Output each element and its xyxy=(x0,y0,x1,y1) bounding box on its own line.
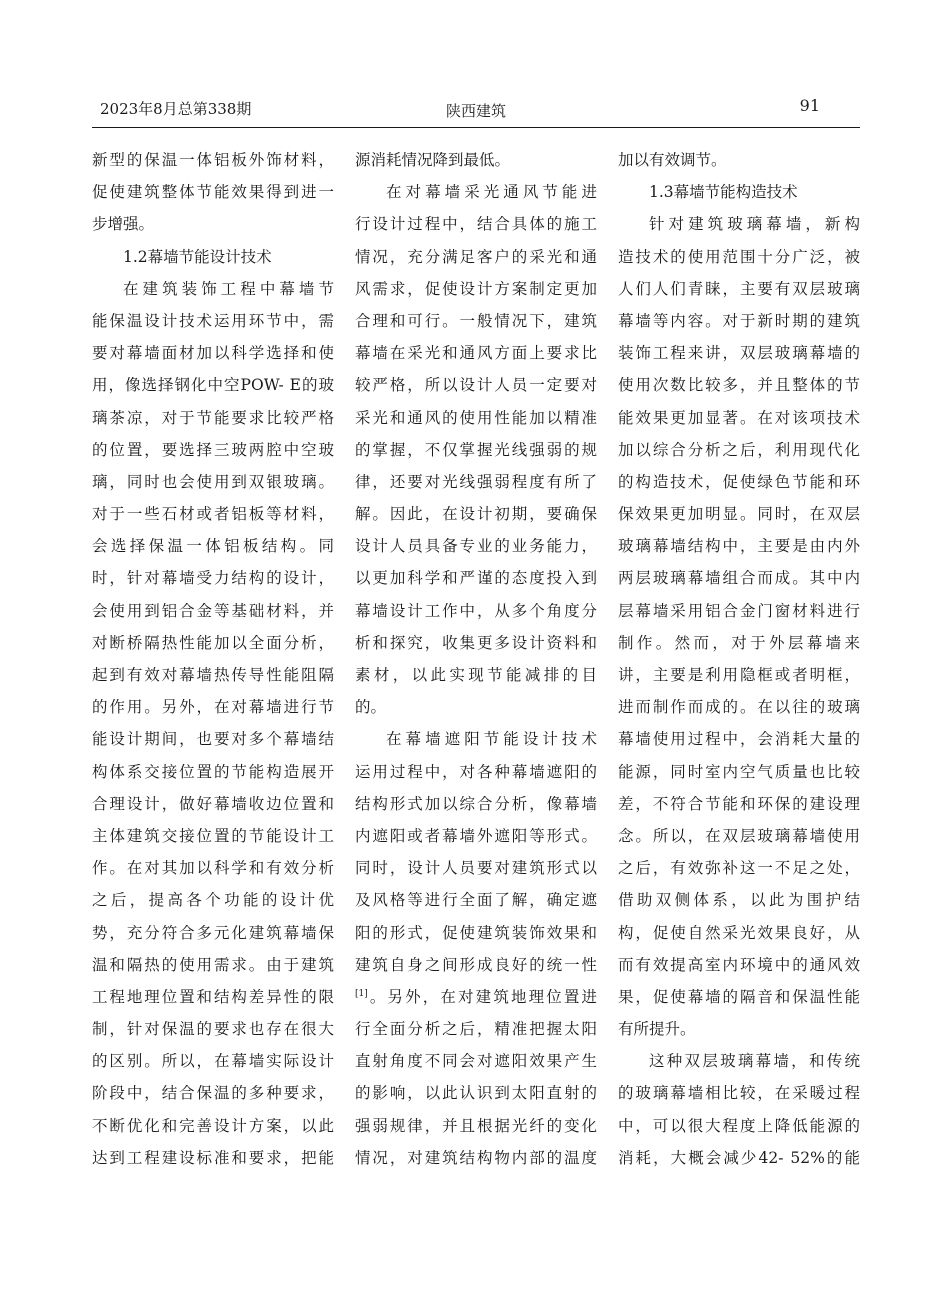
text-line xyxy=(355,402,597,434)
text-line xyxy=(92,208,334,240)
text-line xyxy=(355,1013,597,1045)
text-line xyxy=(355,273,597,305)
journal-title: 陕西建筑 xyxy=(445,102,506,120)
text-line xyxy=(618,402,860,434)
text-line xyxy=(618,917,860,949)
line-text: 构，促使自然采光效果良好，从 xyxy=(618,923,860,942)
text-line xyxy=(92,820,334,852)
citation-ref: [1] xyxy=(355,988,368,999)
text-line xyxy=(92,530,334,562)
header-rule xyxy=(92,127,860,128)
text-line xyxy=(92,369,334,401)
text-line xyxy=(355,241,597,273)
line-text: 新型的保温一体铝板外饰材料， xyxy=(92,151,334,169)
line-text: 情况，对建筑结构物内部的温度 xyxy=(355,1148,597,1167)
line-text: 强弱规律，并且根据光纤的变化 xyxy=(355,1116,597,1135)
line-text: 的区别。所以，在幕墙实际设计 xyxy=(92,1052,334,1071)
text-line xyxy=(618,241,860,273)
line-text: 会使用到铝合金等基础材料，并 xyxy=(92,601,334,620)
line-text: 层幕墙采用铝合金门窗材料进行 xyxy=(618,601,860,620)
text-column-1 xyxy=(92,144,334,1174)
text-line xyxy=(618,723,860,755)
text-line xyxy=(618,530,860,562)
text-line xyxy=(92,434,334,466)
text-line xyxy=(355,852,597,884)
line-text: 保效果更加明显。同时，在双层 xyxy=(618,505,860,524)
line-text: 的构造技术，促使绿色节能和环 xyxy=(618,472,860,491)
text-line xyxy=(355,176,597,208)
line-text: 起到有效对幕墙热传导性能阻隔 xyxy=(92,666,334,684)
text-line xyxy=(355,917,597,949)
line-text: 促使建筑整体节能效果得到进一 xyxy=(92,183,334,202)
line-text: 的掌握，不仅掌握光线强弱的规 xyxy=(355,440,597,459)
line-text: 会选择保温一体铝板结构。同 xyxy=(92,537,334,556)
text-line xyxy=(618,659,860,691)
text-line xyxy=(355,1045,597,1077)
line-text: 律，还要对光线强弱程度有所了 xyxy=(355,472,597,491)
text-line xyxy=(618,369,860,401)
text-line xyxy=(618,273,860,305)
line-text: 之后，提高各个功能的设计优 xyxy=(92,891,334,910)
text-line xyxy=(355,723,597,755)
line-text: 的。 xyxy=(355,698,387,717)
line-text: 讲，主要是利用隐框或者明框， xyxy=(618,666,860,684)
line-text: 念。所以，在双层玻璃幕墙使用 xyxy=(618,826,860,845)
text-line xyxy=(618,305,860,337)
text-line xyxy=(355,498,597,530)
line-text: 势，充分符合多元化建筑幕墙保 xyxy=(92,923,334,942)
line-text: 析和探究，收集更多设计资料和 xyxy=(355,633,597,652)
line-text: 合理设计，做好幕墙收边位置和 xyxy=(92,794,334,813)
text-line xyxy=(92,1045,334,1077)
line-text: 不断优化和完善设计方案，以此 xyxy=(92,1116,334,1135)
text-line xyxy=(355,691,597,723)
text-line xyxy=(92,595,334,627)
text-line xyxy=(92,466,334,498)
line-text: 璃，同时也会使用到双银玻璃。 xyxy=(92,472,334,491)
text-line xyxy=(618,756,860,788)
line-text: 使用次数比较多，并且整体的节 xyxy=(618,376,860,395)
line-text: 借助双侧体系，以此为围护结 xyxy=(618,891,860,910)
line-text: 幕墙等内容。对于新时期的建筑 xyxy=(618,311,860,330)
text-line xyxy=(618,466,860,498)
line-text: 在对幕墙采光通风节能进 xyxy=(386,183,597,202)
line-text: 的玻璃幕墙相比较，在采暖过程 xyxy=(618,1084,860,1103)
line-text: 同时，设计人员要对建筑形式以 xyxy=(355,859,597,878)
text-column-3 xyxy=(618,144,860,1174)
section-heading xyxy=(618,176,860,208)
line-text: 内遮阳或者幕墙外遮阳等形式。 xyxy=(355,826,597,845)
line-text: 建筑自身之间形成良好的统一性 xyxy=(355,955,597,974)
line-text: 要对幕墙面材加以科学选择和使 xyxy=(92,344,334,363)
text-line xyxy=(92,852,334,884)
line-text: 工程地理位置和结构差异性的限 xyxy=(92,987,334,1006)
line-text: 源消耗情况降到最低。 xyxy=(355,151,511,169)
text-line xyxy=(355,466,597,498)
text-line xyxy=(92,723,334,755)
line-text: 1.3幕墙节能构造技术 xyxy=(649,183,798,202)
text-line xyxy=(355,208,597,240)
line-text: 进而制作而成的。在以往的玻璃 xyxy=(618,698,860,717)
text-line xyxy=(618,1045,860,1077)
text-line xyxy=(618,691,860,723)
text-line xyxy=(92,562,334,594)
text-line xyxy=(92,788,334,820)
page-number: 91 xyxy=(799,96,820,115)
line-text: 而有效提高室内环境中的通风效 xyxy=(618,955,860,974)
line-text: 采光和通风的使用性能加以精准 xyxy=(355,408,597,427)
text-line xyxy=(355,627,597,659)
text-line xyxy=(92,305,334,337)
text-line xyxy=(618,144,860,176)
text-line xyxy=(355,1077,597,1109)
text-line xyxy=(355,981,597,1013)
line-text: 在幕墙遮阳节能设计技术 xyxy=(386,730,597,749)
line-text: 果，促使幕墙的隔音和保温性能 xyxy=(618,987,860,1006)
line-text: 这种双层玻璃幕墙，和传统 xyxy=(649,1052,860,1071)
text-line xyxy=(355,144,597,176)
text-line xyxy=(92,884,334,916)
text-line xyxy=(618,788,860,820)
issue-info: 2023年8月总第338期 xyxy=(100,100,252,118)
text-line xyxy=(92,659,334,691)
section-heading xyxy=(92,241,334,273)
text-line xyxy=(355,530,597,562)
text-line xyxy=(618,498,860,530)
line-text: 及风格等进行全面了解，确定遮 xyxy=(355,891,597,910)
text-line xyxy=(355,788,597,820)
text-line xyxy=(92,756,334,788)
line-text: 用，像选择钢化中空POW- E的玻 xyxy=(92,376,334,395)
text-line xyxy=(618,852,860,884)
text-line xyxy=(618,884,860,916)
text-line xyxy=(355,1110,597,1142)
line-text: 运用过程中，对各种幕墙遮阳的 xyxy=(355,762,597,781)
text-line xyxy=(92,1013,334,1045)
text-line xyxy=(355,434,597,466)
line-text: 。另外，在对建筑地理位置进 xyxy=(367,987,597,1006)
text-line xyxy=(92,917,334,949)
line-text: 温和隔热的使用需求。由于建筑 xyxy=(92,955,334,974)
text-line xyxy=(92,273,334,305)
line-text: 合理和可行。一般情况下，建筑 xyxy=(355,311,597,330)
line-text: 差，不符合节能和环保的建设理 xyxy=(618,794,860,813)
text-line xyxy=(355,305,597,337)
line-text: 较严格，所以设计人员一定要对 xyxy=(355,376,597,395)
text-line xyxy=(92,691,334,723)
line-text: 行设计过程中，结合具体的施工 xyxy=(355,215,597,234)
line-text: 的影响，以此认识到太阳直射的 xyxy=(355,1084,597,1103)
text-line xyxy=(618,949,860,981)
line-text: 加以有效调节。 xyxy=(618,151,727,169)
text-line xyxy=(355,337,597,369)
text-line xyxy=(355,1142,597,1174)
text-line xyxy=(618,337,860,369)
text-line xyxy=(618,627,860,659)
line-text: 主体建筑交接位置的节能设计工 xyxy=(92,826,334,845)
line-text: 以更加科学和严谨的态度投入到 xyxy=(355,569,597,588)
line-text: 装饰工程来讲，双层玻璃幕墙的 xyxy=(618,344,860,363)
text-line xyxy=(618,820,860,852)
line-text: 在建筑装饰工程中幕墙节 xyxy=(123,279,334,298)
text-line xyxy=(355,562,597,594)
line-text: 人们人们青睐，主要有双层玻璃 xyxy=(618,279,860,298)
line-text: 璃茶凉，对于节能要求比较严格 xyxy=(92,408,334,427)
line-text: 中，可以很大程度上降低能源的 xyxy=(618,1116,860,1135)
line-text: 针对建筑玻璃幕墙，新构 xyxy=(649,215,860,234)
line-text: 设计人员具备专业的业务能力， xyxy=(355,537,597,556)
text-line xyxy=(355,369,597,401)
line-text: 幕墙使用过程中，会消耗大量的 xyxy=(618,730,860,749)
text-line xyxy=(92,1142,334,1174)
text-line xyxy=(618,208,860,240)
text-line xyxy=(618,434,860,466)
line-text: 能效果更加显著。在对该项技术 xyxy=(618,408,860,427)
text-line xyxy=(355,756,597,788)
line-text: 素材，以此实现节能减排的目 xyxy=(355,666,597,684)
line-text: 造技术的使用范围十分广泛，被 xyxy=(618,247,860,266)
line-text: 能设计期间，也要对多个幕墙结 xyxy=(92,730,334,749)
text-line xyxy=(92,144,334,176)
line-text: 玻璃幕墙结构中，主要是由内外 xyxy=(618,537,860,556)
line-text: 制作。然而，对于外层幕墙来 xyxy=(618,633,860,652)
text-line xyxy=(618,1077,860,1109)
text-line xyxy=(355,820,597,852)
line-text: 构体系交接位置的节能构造展开 xyxy=(92,762,334,781)
text-column-2 xyxy=(355,144,597,1174)
line-text: 达到工程建设标准和要求，把能 xyxy=(92,1148,334,1167)
line-text: 的作用。另外，在对幕墙进行节 xyxy=(92,698,334,717)
line-text: 步增强。 xyxy=(92,215,155,234)
line-text: 作。在对其加以科学和有效分析 xyxy=(92,859,334,878)
text-line xyxy=(355,595,597,627)
running-header xyxy=(92,98,860,128)
line-text: 幕墙在采光和通风方面上要求比 xyxy=(355,344,597,363)
line-text: 有所提升。 xyxy=(618,1020,696,1039)
text-line xyxy=(92,1077,334,1109)
text-line xyxy=(618,1110,860,1142)
text-line xyxy=(92,981,334,1013)
text-line xyxy=(92,1110,334,1142)
text-line xyxy=(92,337,334,369)
text-line xyxy=(355,949,597,981)
line-text: 阳的形式，促使建筑装饰效果和 xyxy=(355,923,597,942)
line-text: 1.2幕墙节能设计技术 xyxy=(123,247,272,266)
text-line xyxy=(92,498,334,530)
line-text: 时，针对幕墙受力结构的设计， xyxy=(92,569,334,588)
line-text: 能保温设计技术运用环节中，需 xyxy=(92,311,334,330)
text-line xyxy=(92,949,334,981)
line-text: 解。因此，在设计初期，要确保 xyxy=(355,505,597,524)
line-text: 能源，同时室内空气质量也比较 xyxy=(618,762,860,781)
line-text: 消耗，大概会减少42- 52%的能 xyxy=(618,1148,860,1167)
line-text: 制，针对保温的要求也存在很大 xyxy=(92,1020,334,1039)
line-text: 风需求，促使设计方案制定更加 xyxy=(355,279,597,298)
line-text: 之后，有效弥补这一不足之处， xyxy=(618,859,860,878)
line-text: 行全面分析之后，精准把握太阳 xyxy=(355,1020,597,1039)
line-text: 对断桥隔热性能加以全面分析， xyxy=(92,633,334,652)
text-line xyxy=(618,981,860,1013)
text-line xyxy=(618,1013,860,1045)
text-line xyxy=(92,627,334,659)
line-text: 直射角度不同会对遮阳效果产生 xyxy=(355,1052,597,1071)
line-text: 的位置，要选择三玻两腔中空玻 xyxy=(92,440,334,459)
text-line xyxy=(618,1142,860,1174)
line-text: 对于一些石材或者铝板等材料， xyxy=(92,505,334,524)
text-line xyxy=(92,176,334,208)
text-line xyxy=(618,595,860,627)
line-text: 两层玻璃幕墙组合而成。其中内 xyxy=(618,569,860,588)
line-text: 结构形式加以综合分析，像幕墙 xyxy=(355,794,597,813)
text-line xyxy=(92,402,334,434)
line-text: 加以综合分析之后，利用现代化 xyxy=(618,440,860,459)
line-text: 幕墙设计工作中，从多个角度分 xyxy=(355,601,597,620)
line-text: 情况，充分满足客户的采光和通 xyxy=(355,247,597,266)
text-line xyxy=(355,659,597,691)
text-line xyxy=(618,562,860,594)
line-text: 阶段中，结合保温的多种要求， xyxy=(92,1084,334,1103)
text-line xyxy=(355,884,597,916)
